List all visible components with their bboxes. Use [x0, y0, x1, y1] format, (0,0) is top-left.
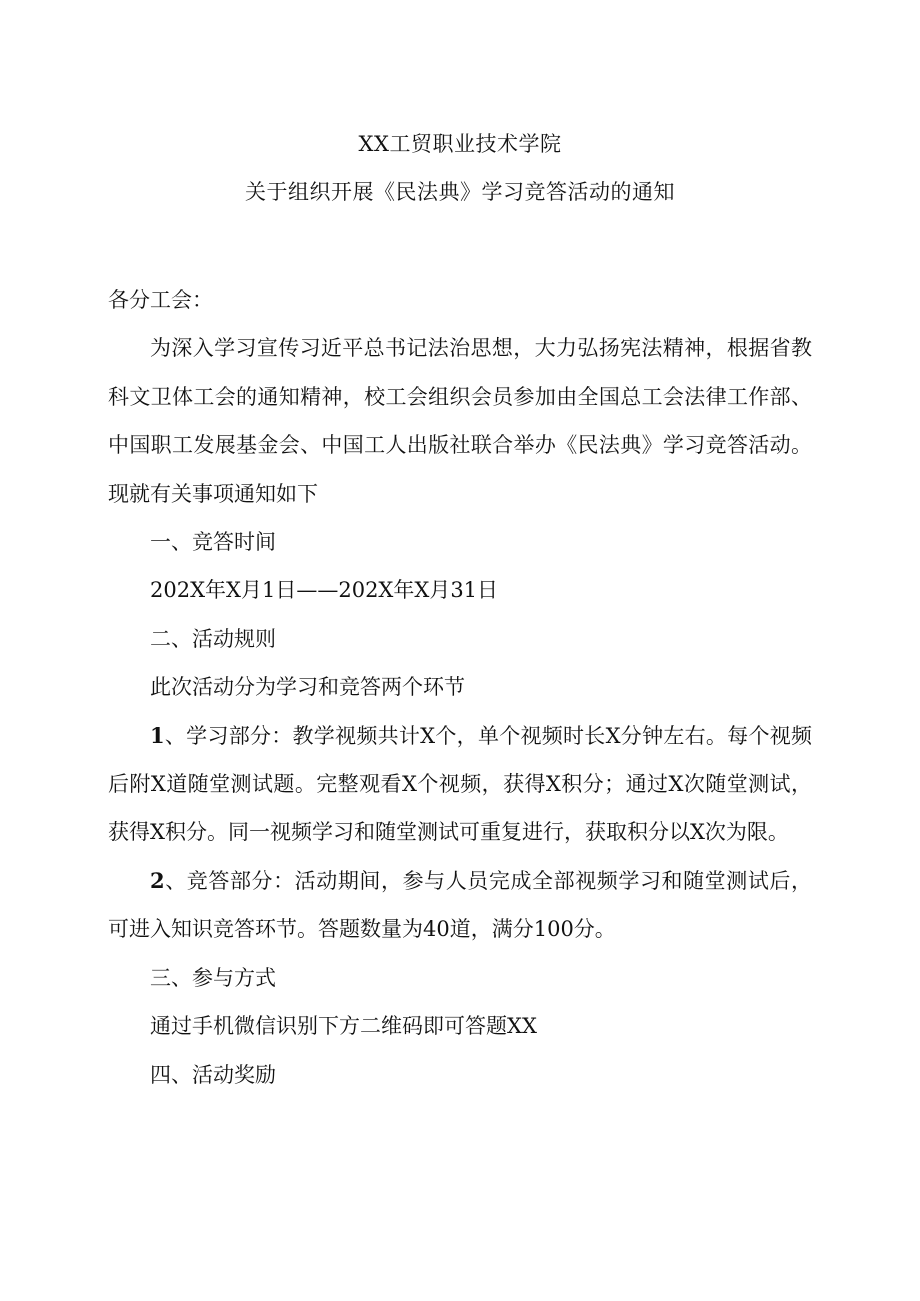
rules-intro: 此次活动分为学习和竞答两个环节	[150, 675, 465, 700]
rule-quiz-number: 2	[150, 867, 165, 893]
section-heading-time: 一、竞答时间	[150, 530, 276, 555]
salutation: 各分工会：	[108, 288, 213, 312]
document-body	[108, 276, 812, 1099]
rule-study-paragraph	[108, 712, 812, 857]
section-heading-rules: 二、活动规则	[150, 626, 276, 651]
rule-quiz-text: 、竞答部分：活动期间，参与人员完成全部视频学习和随堂测试后，可进入知识竞答环节。答题数量为40道，满分100分。	[108, 868, 812, 942]
section-content-time: 202X年X月1日——202X年X月31日	[150, 578, 499, 603]
document-title-school: XX工贸职业技术学院	[358, 132, 562, 156]
intro-paragraph: 为深入学习宣传习近平总书记法治思想，大力弘扬宪法精神，根据省教科文卫体工会的通知精神，校工会组织会员参加由全国总工会法律工作部、中国职工发展基金会、中国工人出版社联合举办《民法典》学习竞答活动。现就有关事项通知如下	[108, 336, 812, 506]
rule-study-text: 、学习部分：教学视频共计X个，单个视频时长X分钟左右。每个视频后附X道随堂测试题。完整观看X个视频，获得X积分；通过X次随堂测试，获得X积分。同一视频学习和随堂测试可重复进行，获取积分以X次为限。	[108, 723, 812, 845]
document-title-notice: 关于组织开展《民法典》学习竞答活动的通知	[245, 180, 675, 204]
section-heading-participation: 三、参与方式	[150, 965, 276, 990]
rule-study-number: 1	[150, 722, 165, 748]
section-content-participation: 通过手机微信识别下方二维码即可答题XX	[150, 1014, 537, 1039]
section-heading-rewards: 四、活动奖励	[150, 1062, 276, 1087]
rule-quiz-paragraph	[108, 857, 812, 954]
